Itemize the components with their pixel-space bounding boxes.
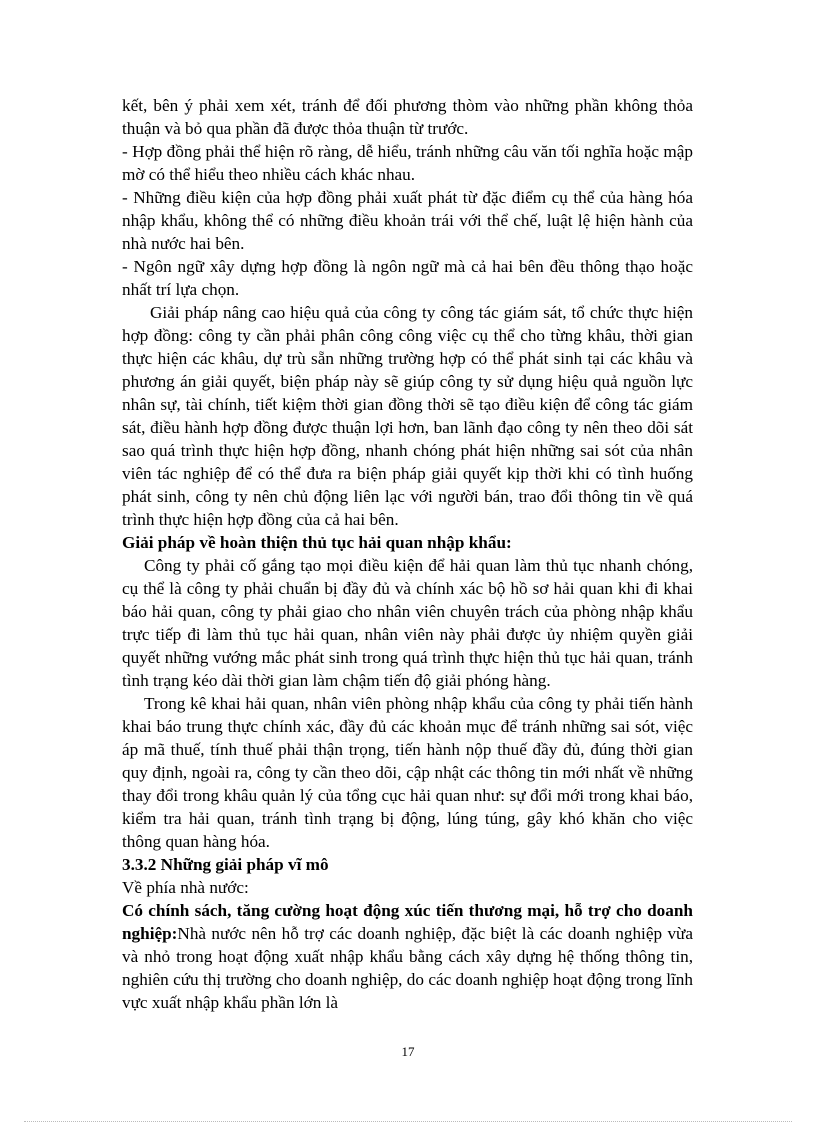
paragraph: Về phía nhà nước: (122, 878, 249, 897)
paragraph (122, 899, 693, 1014)
bullet-paragraph: - Hợp đồng phải thể hiện rõ ràng, dễ hiểu, tránh những câu văn tối nghĩa hoặc mập mờ có thể hiểu theo nhiều cách khác nhau. (122, 142, 693, 184)
subsection-heading: 3.3.2 Những giải pháp vĩ mô (122, 855, 329, 874)
page-edge-divider (24, 1121, 792, 1122)
bullet-paragraph: - Những điều kiện của hợp đồng phải xuất phát từ đặc điểm cụ thể của hàng hóa nhập khẩu, không thể có những điều khoản trái với thể chế, luật lệ hiện hành của nhà nước hai bên. (122, 188, 693, 253)
paragraph: kết, bên ý phải xem xét, tránh để đối phương thòm vào những phần không thỏa thuận và bỏ qua phần đã được thỏa thuận từ trước. (122, 96, 693, 138)
paragraph: Trong kê khai hải quan, nhân viên phòng nhập khẩu của công ty phải tiến hành khai báo trung thực chính xác, đầy đủ các khoản mục để tránh những sai sót, việc áp mã thuế, tính thuế phải thận trọng, tiến hành nộp thuế đầy đủ, đúng thời gian quy định, ngoài ra, công ty cần theo dõi, cập nhật các thông tin mới nhất về những thay đổi trong khâu quản lý của tổng cục hải quan như: sự đổi mới trong khai báo, kiểm tra hải quan, tránh tình trạng bị động, lúng túng, gây khó khăn cho việc thông quan hàng hóa. (122, 694, 693, 851)
paragraph: Công ty phải cố gắng tạo mọi điều kiện để hải quan làm thủ tục nhanh chóng, cụ thể là công ty phải chuẩn bị đầy đủ và chính xác bộ hồ sơ hải quan khi đi khai báo hải quan, công ty phải giao cho nhân viên chuyên trách của phòng nhập khẩu trực tiếp đi làm thủ tục hải quan, nhân viên này phải được ủy nhiệm quyền giải quyết những vướng mắc phát sinh trong quá trình thực hiện thủ tục hải quan, tránh tình trạng kéo dài thời gian làm chậm tiến độ giải phóng hàng. (122, 556, 693, 690)
bullet-paragraph: - Ngôn ngữ xây dựng hợp đồng là ngôn ngữ mà cả hai bên đều thông thạo hoặc nhất trí lựa chọn. (122, 257, 693, 299)
paragraph: Giải pháp nâng cao hiệu quả của công ty công tác giám sát, tổ chức thực hiện hợp đồng: công ty cần phải phân công công việc cụ thể cho từng khâu, thời gian thực hiện các khâu, dự trù sẵn những trường hợp có thể phát sinh tại các khâu và phương án giải quyết, biện pháp này sẽ giúp công ty sử dụng hiệu quả nguồn lực nhân sự, tài chính, tiết kiệm thời gian đồng thời sẽ tạo điều kiện để công tác giám sát, điều hành hợp đồng được thuận lợi hơn, ban lãnh đạo công ty nên theo dõi sát sao quá trình thực hiện hợp đồng, nhanh chóng phát hiện những sai sót của nhân viên tác nghiệp để có thể đưa ra biện pháp giải quyết kịp thời khi có tình huống phát sinh, công ty nên chủ động liên lạc với người bán, trao đổi thông tin về quá trình thực hiện hợp đồng của cả hai bên. (122, 303, 693, 529)
page-number: 17 (401, 1044, 415, 1059)
paragraph-text: Nhà nước nên hỗ trợ các doanh nghiệp, đặc biệt là các doanh nghiệp vừa và nhỏ trong hoạt động xuất nhập khẩu bằng cách xây dựng hệ thống thông tin, nghiên cứu thị trường cho doanh nghiệp, do các doanh nghiệp hoạt động trong lĩnh vực xuất nhập khẩu phần lớn là (122, 924, 693, 1012)
bold-lead: Có chính sách, tăng cường hoạt động xúc tiến thương mại, hỗ trợ cho doanh nghiệp: (122, 901, 693, 943)
section-heading: Giải pháp về hoàn thiện thủ tục hải quan nhập khẩu: (122, 533, 512, 552)
document-body (122, 94, 693, 1014)
